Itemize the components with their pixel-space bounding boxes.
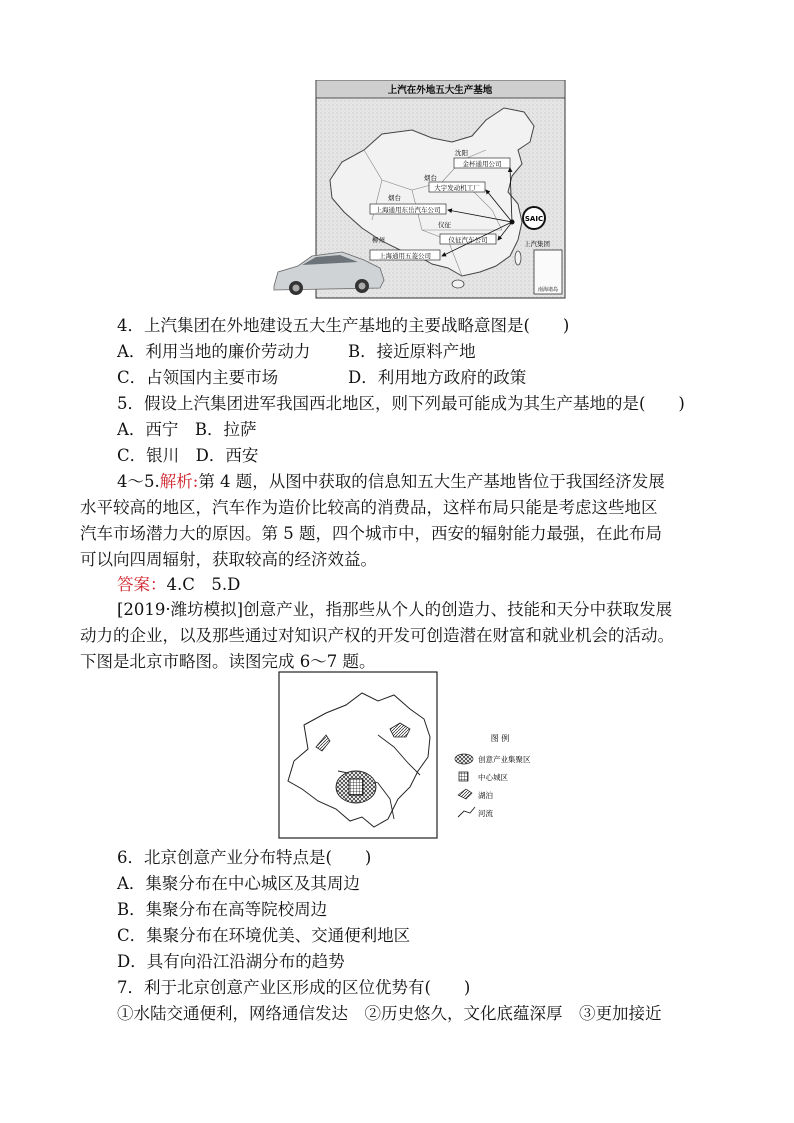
city-liuzhou: 柳州: [372, 236, 385, 244]
taiwan-island: [515, 251, 521, 265]
city-yantai: 烟台: [424, 174, 437, 182]
company-shenyang: 金杯通用公司: [462, 160, 502, 168]
q4-option-c: C．占领国内主要市场: [117, 368, 279, 387]
q7-options-line-1: ①水陆交通便利，网络通信发达 ②历史悠久，文化底蕴深厚 ③更加接近: [117, 1004, 662, 1023]
legend-cluster-label: 创意产业集聚区: [478, 755, 531, 764]
hainan-island: [452, 280, 464, 288]
legend-river-swatch: [458, 807, 475, 817]
q5-options-cd: C．银川 D．西安: [117, 446, 259, 465]
answer-label: 答案：: [117, 575, 167, 594]
legend-center-swatch: [459, 772, 468, 781]
company-yizheng: 仪征汽车公司: [448, 236, 488, 244]
intro-line-2: 动力的企业，以及那些通过对知识产权的开发可创造潜在财富和就业机会的活动。: [80, 626, 674, 645]
q5-stem: 5．假设上汽集团进军我国西北地区，则下列最可能成为其生产基地的是( ): [117, 394, 685, 413]
legend-cluster-swatch: [455, 754, 473, 764]
q6-stem: 6．北京创意产业分布特点是( ): [117, 848, 372, 867]
map1-title: 上汽在外地五大生产基地: [387, 85, 493, 96]
q6-option-c: C．集聚分布在环境优美、交通便利地区: [117, 926, 411, 945]
analysis-prefix: 4～5.: [117, 472, 160, 491]
legend-lake-label: 湖泊: [478, 791, 493, 800]
company-liuzhou: 上海通用五菱公司: [379, 252, 431, 260]
city-shenyang: 沈阳: [455, 149, 468, 157]
analysis-line-4: 可以向四周辐射，获取较高的经济效益。: [80, 550, 377, 569]
shanghai-hq-dot: [510, 220, 515, 225]
q6-option-a: A．集聚分布在中心城区及其周边: [117, 874, 360, 893]
saic-production-bases-map: [272, 80, 566, 302]
company-dongyue: 上海通用东岳汽车公司: [375, 206, 441, 214]
q4-stem: 4．上汽集团在外地建设五大生产基地的主要战略意图是( ): [117, 316, 570, 335]
hq-label: 上汽集团: [524, 240, 550, 248]
intro-line-1: [2019·潍坊模拟]创意产业，指那些从个人的创造力、技能和天分中获取发展: [117, 600, 673, 619]
q5-options-ab: A．西宁 B．拉萨: [117, 420, 257, 439]
analysis-line-1: [117, 472, 665, 492]
central-district: [349, 779, 363, 795]
legend-title: 图 例: [490, 734, 510, 743]
q6-option-d: D．具有向沿江沿湖分布的趋势: [117, 952, 345, 971]
saic-logo-text: SAIC: [524, 215, 544, 223]
company-yantai: 大宇发动机工厂: [434, 184, 480, 192]
answer-value: 4.C 5.D: [166, 575, 241, 594]
city-yizheng: 仪征: [438, 221, 451, 229]
q4-option-a: A．利用当地的廉价劳动力: [117, 342, 311, 361]
q7-stem: 7．利于北京创意产业区形成的区位优势有( ): [117, 978, 471, 997]
inset-label: 南海诸岛: [537, 287, 559, 293]
analysis-line-3: 汽车市场潜力大的原因。第 5 题，四个城市中，西安的辐射能力最强，在此布局: [80, 524, 662, 543]
analysis-line-2: 水平较高的地区，汽车作为造价比较高的消费品，这样布局只能是考虑这些地区: [80, 498, 658, 517]
q6-option-b: B．集聚分布在高等院校周边: [117, 900, 328, 919]
analysis-keyword: 解析:: [159, 472, 199, 491]
intro-line-3: 下图是北京市略图。读图完成 6～7 题。: [80, 652, 376, 671]
city-yantai-2: 烟台: [388, 194, 401, 202]
q4-option-b: B．接近原料产地: [348, 342, 476, 361]
legend-lake-swatch: [458, 789, 472, 799]
answer-line: [117, 575, 240, 595]
legend-river-label: 河流: [478, 809, 493, 818]
analysis-text-1: 第 4 题，从图中获取的信息知五大生产基地皆位于我国经济发展: [198, 472, 665, 491]
q4-option-d: D．利用地方政府的政策: [348, 368, 527, 387]
beijing-creative-industry-map: [278, 671, 538, 841]
legend-center-label: 中心城区: [478, 773, 508, 782]
